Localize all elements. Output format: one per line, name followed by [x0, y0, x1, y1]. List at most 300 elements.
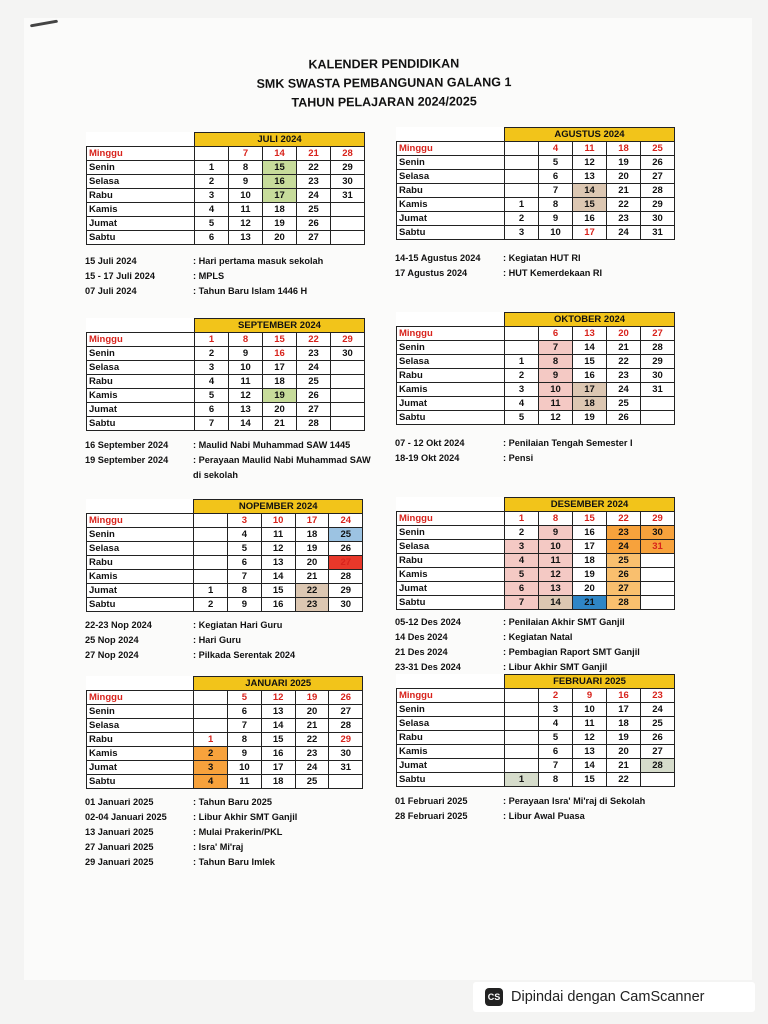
header-school: SMK SWASTA PEMBANGUNAN GALANG 1 — [256, 75, 512, 91]
date-cell: 5 — [227, 542, 261, 556]
date-cell: 16 — [573, 526, 607, 540]
date-cell: 13 — [261, 705, 295, 719]
note-date: 18-19 Okt 2024 — [395, 453, 460, 463]
date-cell: 30 — [641, 212, 675, 226]
day-name: Senin — [87, 528, 194, 542]
date-cell — [194, 705, 228, 719]
date-cell: 22 — [297, 161, 331, 175]
date-cell: 28 — [641, 341, 675, 355]
date-cell: 13 — [573, 170, 607, 184]
date-cell: 31 — [331, 189, 365, 203]
title-spacer — [87, 133, 195, 147]
date-cell: 2 — [505, 212, 539, 226]
date-cell: 15 — [261, 584, 295, 598]
date-cell — [641, 582, 675, 596]
date-cell: 11 — [229, 203, 263, 217]
week-row-jumat — [87, 403, 365, 417]
date-cell — [194, 719, 228, 733]
note-item — [85, 825, 401, 840]
title-spacer — [397, 498, 505, 512]
date-cell: 20 — [573, 582, 607, 596]
note-description: : Libur Akhir SMT Ganjil — [503, 662, 608, 672]
note-date: 01 Januari 2025 — [85, 797, 154, 807]
day-name: Sabtu — [397, 226, 505, 240]
date-cell: 23 — [295, 598, 329, 612]
month-title: DESEMBER 2024 — [505, 498, 675, 512]
date-cell: 4 — [195, 203, 229, 217]
week-row-minggu — [397, 142, 675, 156]
document-header — [0, 52, 768, 114]
date-cell: 19 — [295, 542, 329, 556]
day-name: Kamis — [87, 747, 194, 761]
date-cell — [331, 417, 365, 431]
date-cell: 10 — [539, 226, 573, 240]
date-cell: 11 — [573, 142, 607, 156]
day-name: Rabu — [87, 733, 194, 747]
date-cell: 20 — [295, 705, 329, 719]
day-name: Rabu — [87, 556, 194, 570]
date-cell — [505, 156, 539, 170]
note-item — [85, 453, 403, 468]
date-cell: 2 — [539, 689, 573, 703]
note-item — [85, 254, 403, 269]
date-cell: 28 — [607, 596, 641, 610]
date-cell: 13 — [573, 745, 607, 759]
day-name: Kamis — [87, 203, 195, 217]
date-cell: 6 — [195, 403, 229, 417]
date-cell: 3 — [539, 703, 573, 717]
day-name: Sabtu — [87, 417, 195, 431]
week-row-sabtu — [87, 775, 363, 789]
note-item — [395, 630, 713, 645]
date-cell: 23 — [297, 347, 331, 361]
date-cell: 23 — [607, 369, 641, 383]
date-cell: 12 — [539, 411, 573, 425]
date-cell: 1 — [505, 355, 539, 369]
note-description: : Penilaian Tengah Semester I — [503, 438, 633, 448]
date-cell: 2 — [194, 598, 228, 612]
date-cell: 17 — [263, 361, 297, 375]
day-name: Senin — [397, 703, 505, 717]
date-cell: 7 — [229, 147, 263, 161]
date-cell: 17 — [573, 540, 607, 554]
note-item — [395, 809, 713, 824]
week-row-selasa — [87, 361, 365, 375]
week-row-rabu — [87, 556, 363, 570]
day-name: Senin — [397, 526, 505, 540]
date-cell: 2 — [194, 747, 228, 761]
date-cell: 8 — [227, 584, 261, 598]
date-cell: 30 — [329, 598, 363, 612]
date-cell: 20 — [607, 327, 641, 341]
day-name: Rabu — [87, 189, 195, 203]
date-cell — [505, 184, 539, 198]
date-cell: 30 — [331, 175, 365, 189]
notes-oktober — [395, 436, 713, 466]
date-cell: 14 — [573, 759, 607, 773]
date-cell: 5 — [539, 731, 573, 745]
date-cell — [195, 147, 229, 161]
date-cell: 12 — [539, 568, 573, 582]
date-cell: 10 — [261, 514, 295, 528]
note-item — [395, 794, 713, 809]
week-row-selasa — [397, 717, 675, 731]
date-cell: 21 — [297, 147, 331, 161]
note-date: 07 Juli 2024 — [85, 286, 137, 296]
date-cell: 29 — [641, 512, 675, 526]
date-cell: 15 — [261, 733, 295, 747]
date-cell: 7 — [539, 341, 573, 355]
date-cell: 27 — [297, 231, 331, 245]
note-description: : Hari Guru — [193, 635, 241, 645]
week-row-sabtu — [397, 411, 675, 425]
week-row-minggu — [87, 147, 365, 161]
date-cell — [505, 341, 539, 355]
note-description: : MPLS — [193, 271, 225, 281]
day-name: Senin — [87, 705, 194, 719]
date-cell: 5 — [505, 568, 539, 582]
note-item — [85, 810, 401, 825]
week-row-sabtu — [397, 773, 675, 787]
date-cell: 21 — [295, 570, 329, 584]
note-description: : Kegiatan Hari Guru — [193, 620, 283, 630]
date-cell: 22 — [607, 773, 641, 787]
date-cell: 11 — [229, 375, 263, 389]
note-description: : Hari pertama masuk sekolah — [193, 256, 324, 266]
date-cell: 22 — [607, 355, 641, 369]
date-cell: 8 — [229, 333, 263, 347]
notes-februari — [395, 794, 713, 824]
date-cell — [331, 231, 365, 245]
date-cell — [505, 717, 539, 731]
note-item — [395, 436, 713, 451]
date-cell: 11 — [227, 775, 261, 789]
title-spacer — [87, 500, 194, 514]
date-cell: 21 — [607, 184, 641, 198]
date-cell: 14 — [573, 341, 607, 355]
note-date: 13 Januari 2025 — [85, 827, 154, 837]
date-cell: 16 — [261, 598, 295, 612]
day-name: Senin — [87, 347, 195, 361]
date-cell: 31 — [641, 383, 675, 397]
date-cell: 5 — [505, 411, 539, 425]
day-name: Jumat — [397, 582, 505, 596]
date-cell: 14 — [261, 570, 295, 584]
note-date: 01 Februari 2025 — [395, 796, 468, 806]
calendar-september — [86, 318, 365, 431]
date-cell: 8 — [539, 773, 573, 787]
date-cell: 30 — [331, 347, 365, 361]
calendar-juli — [86, 132, 365, 245]
day-name: Sabtu — [397, 411, 505, 425]
day-name: Sabtu — [397, 596, 505, 610]
note-date: 19 September 2024 — [85, 455, 169, 465]
week-row-selasa — [397, 355, 675, 369]
week-row-rabu — [397, 184, 675, 198]
date-cell: 15 — [263, 333, 297, 347]
date-cell: 6 — [505, 582, 539, 596]
date-cell: 9 — [229, 175, 263, 189]
day-name: Minggu — [397, 512, 505, 526]
note-item — [85, 633, 401, 648]
day-name: Senin — [397, 341, 505, 355]
date-cell: 9 — [573, 689, 607, 703]
week-row-rabu — [87, 733, 363, 747]
date-cell: 29 — [641, 355, 675, 369]
note-item — [85, 840, 401, 855]
note-date — [85, 468, 193, 483]
date-cell: 9 — [539, 212, 573, 226]
notes-juli — [85, 254, 403, 299]
date-cell: 3 — [505, 540, 539, 554]
date-cell: 29 — [329, 733, 363, 747]
date-cell: 7 — [227, 570, 261, 584]
date-cell: 16 — [261, 747, 295, 761]
week-row-jumat — [397, 582, 675, 596]
day-name: Rabu — [397, 184, 505, 198]
date-cell: 25 — [607, 397, 641, 411]
date-cell — [331, 389, 365, 403]
date-cell — [505, 731, 539, 745]
date-cell: 17 — [607, 703, 641, 717]
day-name: Kamis — [397, 745, 505, 759]
note-item — [85, 269, 403, 284]
date-cell — [505, 703, 539, 717]
week-row-minggu — [87, 514, 363, 528]
title-spacer — [397, 675, 505, 689]
note-date: 27 Januari 2025 — [85, 842, 154, 852]
date-cell: 21 — [263, 417, 297, 431]
note-item — [395, 451, 713, 466]
date-cell: 17 — [261, 761, 295, 775]
week-row-jumat — [397, 212, 675, 226]
day-name: Jumat — [87, 761, 194, 775]
date-cell: 15 — [573, 773, 607, 787]
date-cell: 30 — [641, 526, 675, 540]
date-cell: 25 — [641, 717, 675, 731]
date-cell: 23 — [607, 526, 641, 540]
date-cell: 28 — [641, 759, 675, 773]
notes-nopember — [85, 618, 401, 663]
day-name: Sabtu — [87, 775, 194, 789]
week-row-rabu — [397, 731, 675, 745]
date-cell: 19 — [607, 156, 641, 170]
date-cell: 15 — [573, 355, 607, 369]
note-date: 07 - 12 Okt 2024 — [395, 438, 465, 448]
date-cell: 10 — [539, 383, 573, 397]
date-cell: 13 — [229, 231, 263, 245]
note-item — [395, 645, 713, 660]
date-cell: 25 — [297, 203, 331, 217]
date-cell: 14 — [229, 417, 263, 431]
date-cell: 27 — [641, 745, 675, 759]
date-cell: 5 — [227, 691, 261, 705]
date-cell — [194, 514, 228, 528]
day-name: Jumat — [397, 212, 505, 226]
date-cell — [194, 556, 228, 570]
date-cell: 12 — [573, 156, 607, 170]
date-cell: 29 — [331, 161, 365, 175]
note-description: : Pilkada Serentak 2024 — [193, 650, 296, 660]
date-cell: 6 — [539, 327, 573, 341]
date-cell: 11 — [573, 717, 607, 731]
note-description: : Tahun Baru Imlek — [193, 857, 276, 867]
date-cell: 4 — [539, 717, 573, 731]
note-date: 15 - 17 Juli 2024 — [85, 271, 155, 281]
date-cell — [329, 775, 363, 789]
day-name: Selasa — [397, 717, 505, 731]
note-date: 14 Des 2024 — [395, 632, 448, 642]
note-date: 28 Februari 2025 — [395, 811, 468, 821]
week-row-jumat — [87, 584, 363, 598]
week-row-kamis — [87, 203, 365, 217]
date-cell: 18 — [573, 397, 607, 411]
note-item — [85, 438, 403, 453]
day-name: Jumat — [87, 217, 195, 231]
note-description: : Maulid Nabi Muhammad SAW 1445 — [193, 440, 351, 450]
date-cell: 19 — [573, 411, 607, 425]
date-cell: 10 — [573, 703, 607, 717]
day-name: Sabtu — [397, 773, 505, 787]
note-date: 23-31 Des 2024 — [395, 662, 461, 672]
date-cell: 4 — [505, 397, 539, 411]
date-cell: 28 — [329, 570, 363, 584]
date-cell: 9 — [229, 347, 263, 361]
date-cell: 6 — [539, 170, 573, 184]
day-name: Minggu — [397, 142, 505, 156]
note-item — [85, 618, 401, 633]
day-name: Selasa — [397, 540, 505, 554]
date-cell: 5 — [195, 217, 229, 231]
month-title: SEPTEMBER 2024 — [195, 319, 365, 333]
date-cell: 17 — [295, 514, 329, 528]
date-cell: 24 — [607, 383, 641, 397]
day-name: Selasa — [87, 175, 195, 189]
date-cell: 2 — [195, 175, 229, 189]
week-row-rabu — [397, 554, 675, 568]
date-cell: 10 — [229, 361, 263, 375]
date-cell: 17 — [573, 383, 607, 397]
date-cell: 9 — [227, 598, 261, 612]
week-row-sabtu — [87, 417, 365, 431]
date-cell: 18 — [261, 775, 295, 789]
date-cell: 28 — [641, 184, 675, 198]
date-cell: 3 — [195, 189, 229, 203]
note-description: : Perayaan Maulid Nabi Muhammad SAW — [193, 455, 371, 465]
date-cell: 10 — [539, 540, 573, 554]
date-cell: 30 — [641, 369, 675, 383]
date-cell: 24 — [297, 189, 331, 203]
date-cell: 27 — [329, 705, 363, 719]
calendar-nopember — [86, 499, 363, 612]
date-cell: 14 — [263, 147, 297, 161]
date-cell: 16 — [573, 369, 607, 383]
day-name: Rabu — [87, 375, 195, 389]
day-name: Kamis — [397, 198, 505, 212]
date-cell: 12 — [229, 217, 263, 231]
note-description: : Pensi — [503, 453, 534, 463]
week-row-jumat — [87, 761, 363, 775]
date-cell: 11 — [261, 528, 295, 542]
day-name: Senin — [87, 161, 195, 175]
header-year: TAHUN PELAJARAN 2024/2025 — [291, 94, 477, 110]
date-cell: 1 — [195, 333, 229, 347]
date-cell: 26 — [329, 542, 363, 556]
week-row-senin — [397, 703, 675, 717]
date-cell: 27 — [641, 170, 675, 184]
date-cell: 29 — [331, 333, 365, 347]
date-cell: 6 — [195, 231, 229, 245]
note-item — [395, 251, 713, 266]
date-cell: 2 — [505, 369, 539, 383]
month-title: OKTOBER 2024 — [505, 313, 675, 327]
day-name: Minggu — [87, 691, 194, 705]
date-cell: 29 — [641, 198, 675, 212]
date-cell: 2 — [195, 347, 229, 361]
date-cell: 14 — [261, 719, 295, 733]
note-item — [85, 855, 401, 870]
date-cell — [331, 217, 365, 231]
date-cell: 4 — [194, 775, 228, 789]
calendar-januari — [86, 676, 363, 789]
date-cell: 20 — [295, 556, 329, 570]
day-name: Selasa — [397, 170, 505, 184]
date-cell: 26 — [641, 156, 675, 170]
date-cell: 17 — [573, 226, 607, 240]
day-name: Minggu — [87, 514, 194, 528]
day-name: Selasa — [87, 361, 195, 375]
date-cell: 18 — [263, 203, 297, 217]
date-cell: 1 — [505, 198, 539, 212]
date-cell: 24 — [329, 514, 363, 528]
note-date: 15 Juli 2024 — [85, 256, 137, 266]
date-cell — [331, 361, 365, 375]
date-cell: 13 — [539, 582, 573, 596]
date-cell: 6 — [227, 705, 261, 719]
day-name: Kamis — [397, 383, 505, 397]
date-cell: 25 — [607, 554, 641, 568]
date-cell: 19 — [607, 731, 641, 745]
note-description: : Tahun Baru 2025 — [193, 797, 272, 807]
week-row-kamis — [397, 745, 675, 759]
note-item — [85, 284, 403, 299]
date-cell: 25 — [295, 775, 329, 789]
note-description: : Tahun Baru Islam 1446 H — [193, 286, 308, 296]
date-cell: 23 — [641, 689, 675, 703]
date-cell: 20 — [607, 170, 641, 184]
date-cell: 31 — [641, 226, 675, 240]
date-cell: 26 — [297, 389, 331, 403]
date-cell: 13 — [573, 327, 607, 341]
day-name: Sabtu — [87, 598, 194, 612]
date-cell — [641, 568, 675, 582]
date-cell: 17 — [263, 189, 297, 203]
date-cell: 15 — [263, 161, 297, 175]
note-date: 02-04 Januari 2025 — [85, 812, 167, 822]
date-cell: 22 — [607, 512, 641, 526]
week-row-kamis — [87, 570, 363, 584]
date-cell: 22 — [607, 198, 641, 212]
day-name: Jumat — [87, 403, 195, 417]
calendar-februari — [396, 674, 675, 787]
date-cell: 7 — [195, 417, 229, 431]
date-cell: 21 — [295, 719, 329, 733]
date-cell: 12 — [229, 389, 263, 403]
week-row-kamis — [397, 383, 675, 397]
month-title: AGUSTUS 2024 — [505, 128, 675, 142]
date-cell: 24 — [297, 361, 331, 375]
day-name: Minggu — [397, 327, 505, 341]
